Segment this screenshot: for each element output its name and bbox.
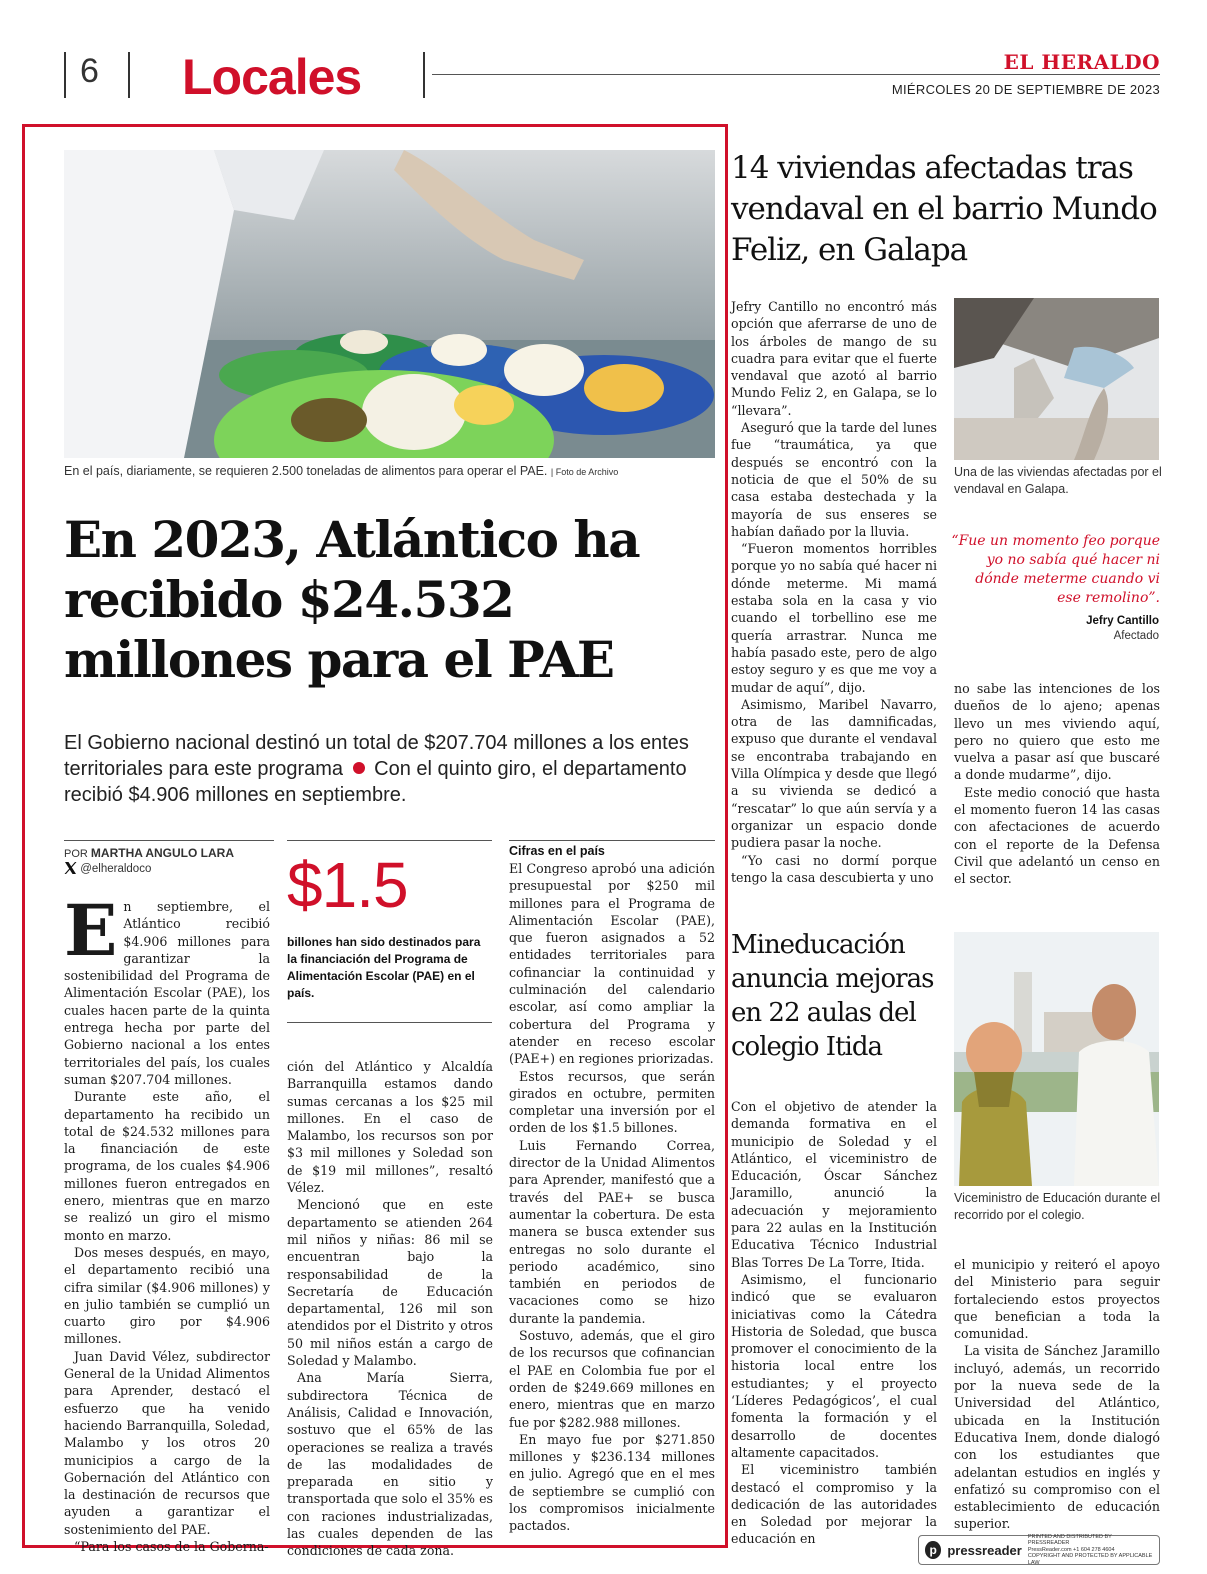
paragraph: La visita de Sánchez Jaramillo incluyó, además, un recorrido por la nueva sede de la Universidad del Atlántico, ubicada en la Institución Educativa Inem, donde dialogó con los estudiantes que adelantan estudios en inglés y enfatizó su compromiso con el establecimiento de educación superior. (954, 1343, 1160, 1532)
main-photo-caption (64, 463, 715, 479)
story3-photo-caption: Viceministro de Educación durante el recorrido por el colegio. (954, 1191, 1161, 1222)
paragraph: El viceministro también destacó el compromiso y la dedicación de las autoridades en Soledad por mejorar la educación en (731, 1462, 937, 1547)
paragraph: Dos meses después, en mayo, el departamento recibió una cifra similar ($4.906 millones) y en julio también se cumplió un cuarto giro por $4.906 millones. (64, 1244, 270, 1347)
pressreader-line: COPYRIGHT AND PROTECTED BY APPLICABLE LAW (1027, 1553, 1153, 1566)
school-meal-illustration (64, 150, 715, 458)
header-divider (64, 52, 66, 98)
stat-rule-top (287, 840, 492, 841)
pressreader-badge[interactable] (918, 1535, 1160, 1565)
paragraph: Durante este año, el departamento ha recibido un total de $24.532 millones para la financiación de este programa, de los cuales $4.906 millones fueron entregados en enero, mientras que en marzo se realizó un giro el mismo monto en marzo. (64, 1089, 270, 1243)
story3-column-a (731, 1098, 937, 1548)
newspaper-logo: EL HERALDO (1003, 50, 1160, 74)
paragraph: El Congreso aprobó una adición presupuestal por $250 mil millones para el Programa de Alimentación Escolar (PAE), que fueron asignados a 52 entidades territoriales para cofinanciar la continuidad y culminación del calendario escolar, así como ampliar la cobertura del Programa y atender en receso escolar (PAE+) en regiones priorizadas. (509, 861, 715, 1067)
pressreader-notice (1028, 1534, 1153, 1567)
damaged-house-illustration (954, 298, 1159, 460)
header-divider (128, 52, 130, 98)
paragraph: Asimismo, el funcionario indicó que se evaluaron iniciativas como la Cátedra Historia de Soledad, que busca promover el conocimiento de la historia local entre los estudiantes; y el proyecto ‘Líderes Pedagógicos’, el cual fomenta la formación y el desarrollo de docentes altamente capacitados. (731, 1271, 937, 1460)
paragraph: Estos recursos, que serán girados en octubre, permiten completar una inversión por el orden de los $1.5 billones. (509, 1068, 715, 1136)
story3-photo-vice-minister (954, 932, 1159, 1186)
byline-author: MARTHA ANGULO LARA (90, 846, 234, 860)
story2-column-b (954, 680, 1160, 888)
social-handle (64, 862, 151, 875)
stat-description: billones han sido destinados para la financiación del Programa de Alimentación Escolar (PAE) en el país. (287, 935, 481, 1000)
quote-author: Jefry Cantillo (1086, 615, 1159, 627)
paragraph: Con el objetivo de atender la demanda formativa en el municipio de Soledad y el Atlántico, el viceministro de Educación, Óscar Sánchez Jaramillo, anunció la adecuación y mejoramiento para 22 aulas en la Institución Educativa Técnico Industrial Blas Torres De La Torre, Itida. (731, 1099, 937, 1270)
paragraph: Luis Fernando Correa, director de la Unidad Alimentos para Aprender, manifestó que a través del PAE+ se busca aumentar la cobertura. De esta manera se busca extender sus entregas no solo durante el periodo académico, sino también en periodos de vacaciones como se hizo durante la pandemia. (509, 1137, 715, 1326)
paragraph: Este medio conoció que hasta el momento fueron 14 las casas con afectaciones de acuerdo con el reporte de la Defensa Civil que adelantó un censo en el sector. (954, 784, 1160, 887)
x-logo-icon (64, 862, 77, 874)
story2-photo-caption: Una de las viviendas afectadas por el vendaval en Galapa. (954, 465, 1162, 496)
paragraph: “Yo casi no dormí porque tengo la casa descubierta y uno (731, 852, 937, 885)
dek-part-2: Con el quinto giro, el departamento recibió $4.906 millones en septiembre. (64, 758, 687, 806)
main-photo-school-food (64, 150, 715, 458)
pull-quote: “Fue un momento feo porque yo no sabía qué hacer ni dónde meterme cuando vi ese remolino”. (951, 533, 1160, 606)
story3-column-b (954, 1256, 1160, 1533)
main-dek (64, 730, 714, 808)
header-divider (423, 52, 425, 98)
story2-column-a (731, 298, 937, 886)
paragraph: el municipio y reiteró el apoyo del Ministerio para seguir fortaleciendo estos proyectos que benefician a toda la comunidad. (954, 1257, 1160, 1342)
red-dot-icon (353, 762, 365, 774)
section-title: Locales (182, 49, 362, 105)
paragraph: Sostuvo, además, que el giro de los recursos que cofinancian el PAE en Colombia fue por el orden de $249.669 millones en enero, mientras que en marzo fue por $282.988 millones. (509, 1328, 715, 1430)
caption-text: En el país, diariamente, se requieren 2.500 toneladas de alimentos para operar el PAE. (64, 464, 548, 478)
paragraph: Juan David Vélez, subdirector General de la Unidad Alimentos para Aprender, destacó el esfuerzo que ha venido haciendo Barranquilla, Soledad, Malambo y los otros 20 municipios a cargo de la Gobernación del Atlántico con la destinación de recursos que ayuden a garantizar el sostenimiento del PAE. (64, 1348, 270, 1537)
photo-credit: | Foto de Archivo (550, 467, 619, 477)
main-column-2 (287, 1058, 493, 1560)
stat-big-number: $1.5 (287, 849, 408, 921)
paragraph: “Fueron momentos horribles porque yo no sabía qué hacer ni dónde meterme. Mi mamá estaba sola en la casa y vio cuando el torbellino ese me quería arrastrar. Nunca me había pasado este, pero de algo estoy seguro y es que me voy a mudar de aquí”, dijo. (731, 541, 937, 695)
box-title: Cifras en el país (509, 844, 605, 858)
pressreader-logo-text: pressreader (947, 1542, 1022, 1558)
publication-date: MIÉRCOLES 20 DE SEPTIEMBRE DE 2023 (891, 82, 1160, 97)
paragraph (64, 889, 270, 1088)
pressreader-line: PRINTED AND DISTRIBUTED BY PRESSREADER (1027, 1533, 1112, 1547)
paragraph: ción del Atlántico y Alcaldía Barranquilla estamos dando sumas cercanas a los $25 mil millones. En el caso de Malambo, los recursos son por $3 mil millones y Soledad son de $19 mil millones”, resaltó Vélez. (287, 1059, 493, 1196)
paragraph: Ana María Sierra, subdirectora Técnica de Análisis, Calidad e Innovación, sostuvo que el 65% de las operaciones se realiza a través de las modalidades de preparada en sitio y transportada que solo el 35% es con raciones industrializadas, las cuales dependen de las condiciones de cada zona. (287, 1370, 493, 1559)
paragraph: En mayo fue por $271.850 millones y $236.134 millones en julio. Agregó que en el mes de septiembre se cumplió con los compromisos inicialmente pactados. (509, 1431, 715, 1534)
byline-rule (64, 840, 274, 841)
header-rule (432, 74, 1160, 75)
pressreader-line: PressReader.com +1 604 278 4604 (1027, 1546, 1115, 1553)
paragraph: Jefry Cantillo no encontró más opción que aferrarse de uno de los árboles de mango de su cuadra para evitar que el fuerte vendaval que azotó al barrio Mundo Feliz 2, en Galapa, se lo “llevara”. (731, 299, 937, 418)
paragraph-text: n septiembre, el Atlántico recibió $4.906 millones para garantizar la sostenibilidad del Programa de Alimentación Escolar (PAE), los cuales hacen parte de la quinta entrega hecha por parte del Gobierno nacional a los entes territoriales del país, los cuales suman $207.704 millones. (64, 899, 270, 1087)
main-column-3 (509, 860, 715, 1535)
page-number: 6 (80, 52, 99, 90)
byline-prefix: POR (64, 848, 88, 860)
pressreader-logo-icon: p (925, 1541, 941, 1559)
drop-cap: E (64, 889, 118, 972)
main-headline: En 2023, Atlántico ha recibido $24.532 millones para el PAE (64, 510, 640, 689)
story2-headline: 14 viviendas afectadas tras vendaval en el barrio Mundo Feliz, en Galapa (731, 150, 1157, 268)
paragraph: Mencionó que en este departamento se atienden 264 mil niños y niñas: 86 mil se encuentran bajo la responsabilidad de la Secretaría de Educación departamental, 126 mil son atendidos por el Distrito y otros 50 mil niños están a cargo de Soledad y Malambo. (287, 1197, 493, 1369)
story2-photo-damaged-roof (954, 298, 1159, 460)
dek-part-1: El Gobierno nacional destinó un total de $207.704 millones a los entes territoriales para este programa (64, 732, 689, 780)
paragraph: Aseguró que la tarde del lunes fue “traumática, ya que después se encontró con la noticia de que el 50% de su casa estaba destechada y la mayoría de sus enseres se habían dañado por la lluvia. (731, 420, 937, 539)
story3-headline: Mineducación anuncia mejoras en 22 aulas del colegio Itida (731, 930, 934, 1062)
main-column-1 (64, 889, 270, 1555)
paragraph: “Para los casos de la Goberna- (74, 1538, 269, 1554)
paragraph: Asimismo, Maribel Navarro, otra de las damnificadas, expuso que durante el vendaval se encontraba trabajando en Villa Olímpica y desde que llegó a su vivienda se dedicó a “rescatar” lo que aún servía y a organizar un espacio donde pudiera pasar la noche. (731, 696, 937, 851)
paragraph: no sabe las intenciones de los dueños de lo ajeno; apenas llevo un mes viviendo aquí, pero no quiero que esto me vuelva a pasar así que buscaré a donde mudarme”, dijo. (954, 681, 1160, 783)
box-rule (509, 840, 715, 841)
handle-text: @elheraldoco (80, 863, 152, 875)
vice-minister-visit-illustration (954, 932, 1159, 1186)
quote-author-role: Afectado (1113, 630, 1159, 642)
stat-rule-bottom (287, 1022, 492, 1023)
byline (64, 846, 234, 860)
